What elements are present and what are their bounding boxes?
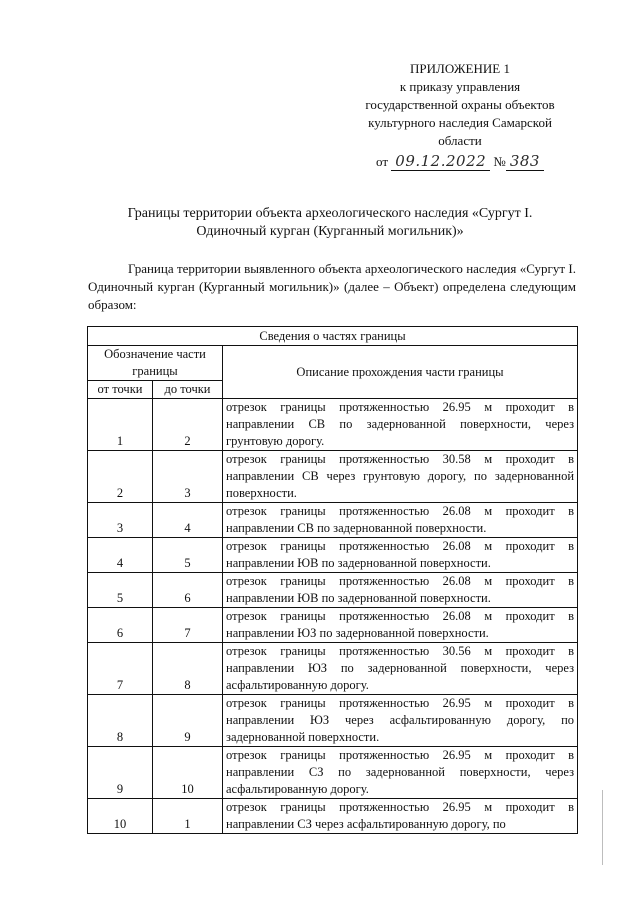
to-point: 8: [153, 643, 223, 695]
table-row: [88, 695, 578, 747]
to-point: 3: [153, 451, 223, 503]
intro-paragraph: Граница территории выявленного объекта археологического наследия «Сургут I. Одиночный курган (Курганный могильник)» (далее – Объект) определена следующим образом:: [88, 261, 576, 312]
appendix-number: ПРИЛОЖЕНИЕ 1: [410, 61, 510, 76]
to-point: 1: [153, 799, 223, 834]
appendix-header: [340, 60, 580, 171]
scan-edge-line: [602, 790, 603, 865]
segment-description: отрезок границы протяженностью 26.08 м проходит в направлении СВ по задернованной поверхности.: [223, 503, 578, 538]
table-row: [88, 399, 578, 451]
from-label: от: [376, 154, 389, 169]
table-row: [88, 573, 578, 608]
document-title: [60, 205, 600, 241]
from-point-header: от точки: [88, 381, 153, 399]
appendix-authority-3: области: [438, 133, 482, 148]
handwritten-date: 09.12.2022: [391, 152, 490, 171]
to-point: 6: [153, 573, 223, 608]
segment-description: отрезок границы протяженностью 26.08 м проходит в направлении ЮЗ по задернованной поверхности.: [223, 608, 578, 643]
segment-description: отрезок границы протяженностью 26.95 м проходит в направлении СВ по задернованной поверхности, через грунтовую дорогу.: [223, 399, 578, 451]
title-line-2: Одиночный курган (Курганный могильник)»: [196, 224, 464, 239]
segment-description: отрезок границы протяженностью 26.95 м проходит в направлении СЗ по задернованной поверхности, через асфальтированную дорогу.: [223, 747, 578, 799]
appendix-authority-1: государственной охраны объектов: [365, 97, 555, 112]
table-row: [88, 799, 578, 834]
to-point: 9: [153, 695, 223, 747]
to-point: 10: [153, 747, 223, 799]
segment-description: отрезок границы протяженностью 26.95 м проходит в направлении СЗ через асфальтированную дорогу, по: [223, 799, 578, 834]
segment-description: отрезок границы протяженностью 30.56 м проходит в направлении ЮЗ по задернованной поверхности, через асфальтированную дорогу.: [223, 643, 578, 695]
description-header: Описание прохождения части границы: [223, 346, 578, 399]
from-point: 1: [88, 399, 153, 451]
from-point: 5: [88, 573, 153, 608]
appendix-authority-2: культурного наследия Самарской: [368, 115, 552, 130]
from-point: 3: [88, 503, 153, 538]
from-point: 8: [88, 695, 153, 747]
from-point: 10: [88, 799, 153, 834]
to-point: 5: [153, 538, 223, 573]
to-point: 4: [153, 503, 223, 538]
table-caption: Сведения о частях границы: [88, 327, 578, 346]
table-row: [88, 608, 578, 643]
table-row: [88, 747, 578, 799]
from-point: 6: [88, 608, 153, 643]
segment-description: отрезок границы протяженностью 26.95 м проходит в направлении ЮЗ через асфальтированную дорогу, по задернованной поверхности.: [223, 695, 578, 747]
designation-header: Обозначение части границы: [88, 346, 223, 381]
from-point: 4: [88, 538, 153, 573]
to-point: 7: [153, 608, 223, 643]
table-row: [88, 503, 578, 538]
segment-description: отрезок границы протяженностью 26.08 м проходит в направлении ЮВ по задернованной поверхности.: [223, 538, 578, 573]
segment-description: отрезок границы протяженностью 26.08 м проходит в направлении ЮВ по задернованной поверхности.: [223, 573, 578, 608]
from-point: 9: [88, 747, 153, 799]
table-row: [88, 538, 578, 573]
title-line-1: Границы территории объекта археологического наследия «Сургут I.: [127, 206, 533, 221]
boundary-table: [87, 326, 578, 834]
order-date-number: [376, 152, 544, 171]
to-point: 2: [153, 399, 223, 451]
appendix-order-ref: к приказу управления: [399, 79, 521, 94]
number-label: №: [493, 154, 506, 169]
from-point: 2: [88, 451, 153, 503]
segment-description: отрезок границы протяженностью 30.58 м проходит в направлении СВ через грунтовую дорогу, по задернованной поверхности.: [223, 451, 578, 503]
table-row: [88, 643, 578, 695]
from-point: 7: [88, 643, 153, 695]
table-row: [88, 451, 578, 503]
to-point-header: до точки: [153, 381, 223, 399]
handwritten-number: 383: [506, 152, 544, 171]
